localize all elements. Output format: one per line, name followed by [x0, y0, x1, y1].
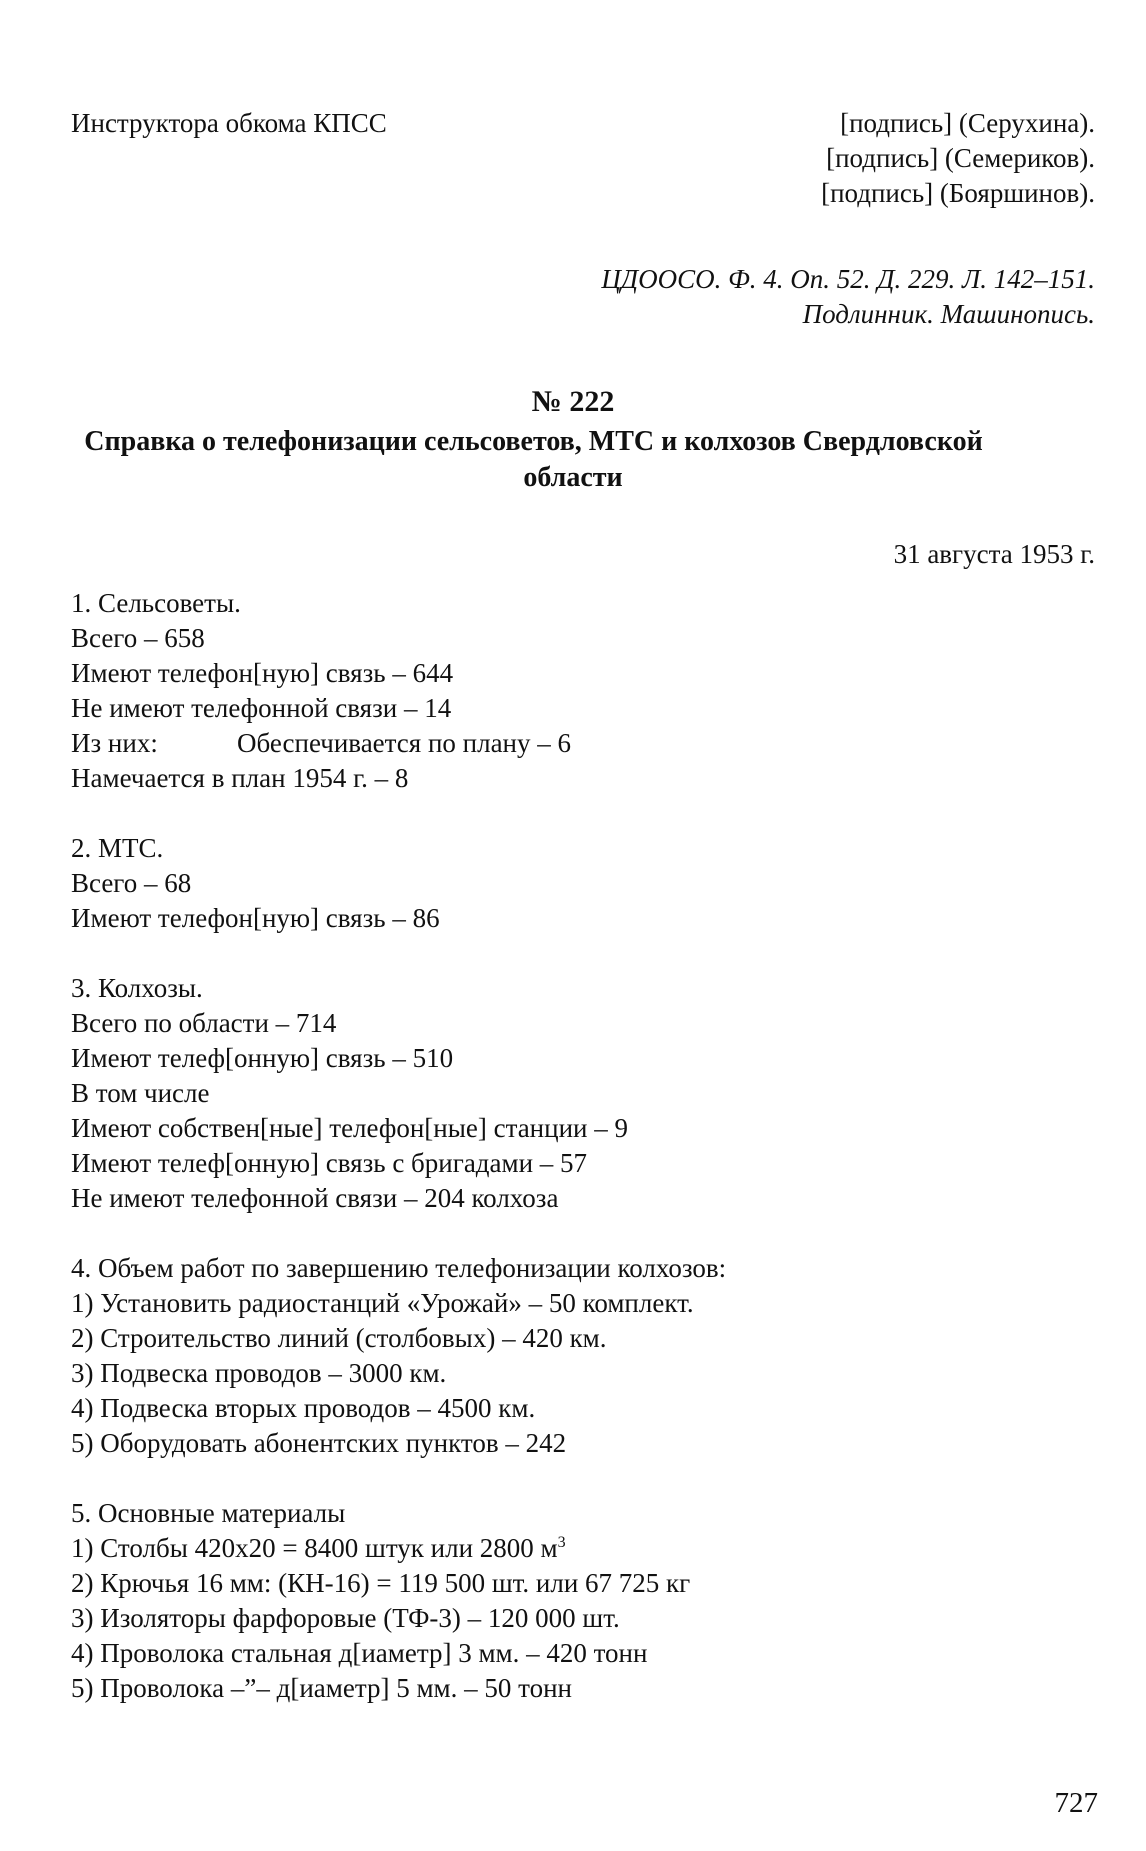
section-line: Намечается в план 1954 г. – 8: [71, 763, 409, 793]
section-line: Не имеют телефонной связи – 204 колхоза: [71, 1183, 559, 1213]
section-line: Не имеют телефонной связи – 14: [71, 693, 452, 723]
section-materials: [71, 1496, 690, 1706]
section-line: В том числе: [71, 1078, 210, 1108]
materials-line-1: 1) Столбы 420х20 = 8400 штук или 2800 м: [71, 1533, 558, 1563]
section-line: 5) Оборудовать абонентских пунктов – 242: [71, 1428, 567, 1458]
section-line: 2) Строительство линий (столбовых) – 420 км.: [71, 1323, 607, 1353]
section-line: Всего по области – 714: [71, 1008, 337, 1038]
of-them-label: Из них:: [71, 728, 158, 758]
section-line: Всего – 68: [71, 868, 192, 898]
section-line: Имеют телефон[ную] связь – 86: [71, 903, 440, 933]
document-date: 31 августа 1953 г.: [893, 539, 1095, 569]
section-heading: 2. МТС.: [71, 833, 164, 863]
section-line: 4) Проволока стальная д[иаметр] 3 мм. – 420 тонн: [71, 1638, 648, 1668]
section-line: Имеют собствен[ные] телефон[ные] станции – 9: [71, 1113, 628, 1143]
signature-2: [подпись] (Семериков).: [826, 143, 1095, 173]
signature-1: [подпись] (Серухина).: [840, 108, 1095, 138]
section-line: Имеют телеф[онную] связь с бригадами – 57: [71, 1148, 588, 1178]
section-line: Имеют телеф[онную] связь – 510: [71, 1043, 454, 1073]
signature-3: [подпись] (Бояршинов).: [821, 178, 1095, 208]
section-line: 2) Крючья 16 мм: (КН-16) = 119 500 шт. или 67 725 кг: [71, 1568, 691, 1598]
section-line: 5) Проволока –”– д[иаметр] 5 мм. – 50 тонн: [71, 1673, 572, 1703]
section-mts: [71, 831, 440, 936]
section-heading: 4. Объем работ по завершению телефонизации колхозов:: [71, 1253, 727, 1283]
section-line: [71, 1531, 690, 1566]
section-work-volume: [71, 1251, 726, 1461]
section-heading: 3. Колхозы.: [71, 973, 203, 1003]
archive-note: Подлинник. Машинопись.: [802, 299, 1095, 329]
header-position: Инструктора обкома КПСС: [71, 108, 387, 138]
section-line: Всего – 658: [71, 623, 205, 653]
superscript-cubic: 3: [557, 1534, 566, 1551]
document-title-line-2: области: [523, 462, 623, 493]
document-title-line-1: Справка о телефонизации сельсоветов, МТС и колхозов Свердловской: [84, 426, 983, 457]
of-them-value: Обеспечивается по плану – 6: [237, 728, 572, 758]
section-heading: 1. Сельсоветы.: [71, 588, 241, 618]
section-line: 3) Изоляторы фарфоровые (ТФ-3) – 120 000 шт.: [71, 1603, 620, 1633]
archive-reference: ЦДООСО. Ф. 4. Оп. 52. Д. 229. Л. 142–151.: [601, 264, 1095, 294]
section-line-of-them: [71, 726, 571, 761]
section-village-councils: [71, 586, 571, 796]
section-collective-farms: [71, 971, 628, 1216]
section-heading: 5. Основные материалы: [71, 1498, 346, 1528]
document-number: № 222: [531, 385, 615, 418]
section-line: 3) Подвеска проводов – 3000 км.: [71, 1358, 447, 1388]
page-number: 727: [1054, 1787, 1098, 1819]
section-line: 4) Подвеска вторых проводов – 4500 км.: [71, 1393, 536, 1423]
section-line: 1) Установить радиостанций «Урожай» – 50 комплект.: [71, 1288, 694, 1318]
section-line: Имеют телефон[ную] связь – 644: [71, 658, 454, 688]
